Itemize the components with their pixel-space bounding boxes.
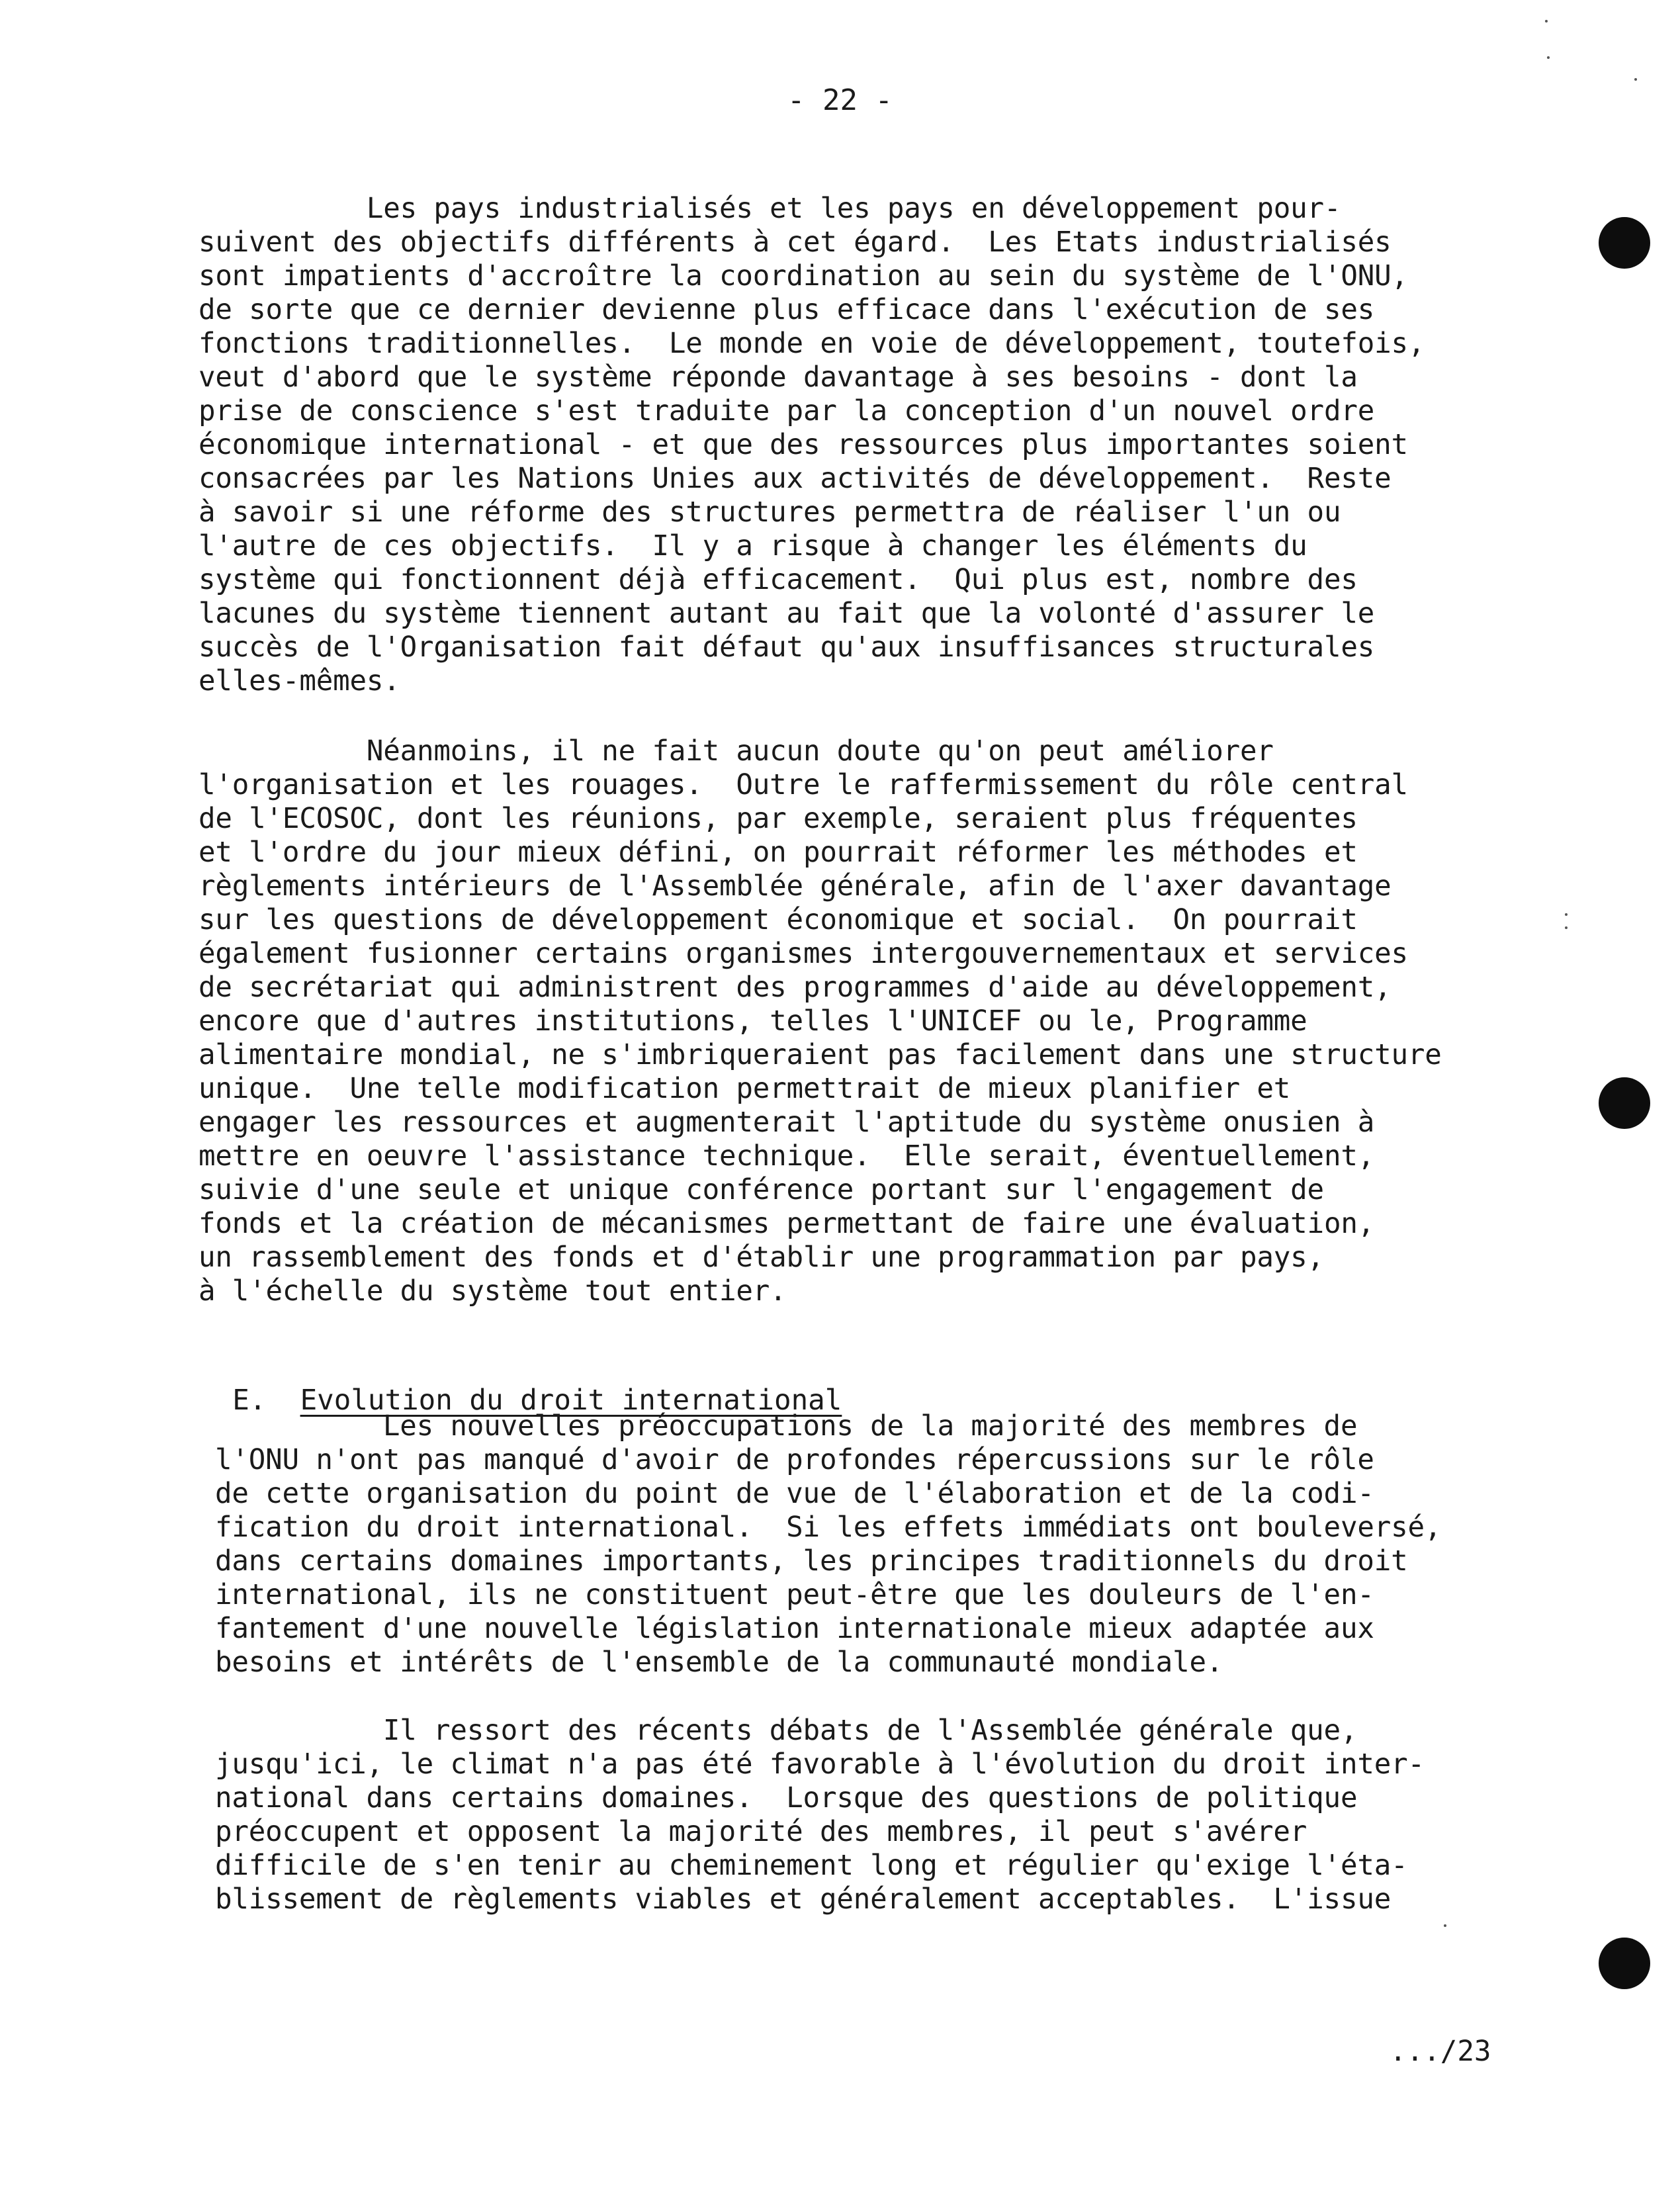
paragraph-2: Néanmoins, il ne fait aucun doute qu'on peut améliorer l'organisation et les rouages. Outre le raffermissement du rôle central de l'ECOSOC, dont les réunions, par exemple, seraient plus fréquentes et l'ordre du jour mieux défini, on pourrait réformer les méthodes et règlements intérieurs de l'Assemblée générale, afin de l'axer davantage sur les questions de développement économique et social. On pourrait également fusionner certains organismes intergouvernementaux et services de secrétariat qui administrent des programmes d'aide au développement, encore que d'autres institutions, telles l'UNICEF ou le, Programme alimentaire mondial, ne s'imbriqueraient pas facilement dans une structure unique. Une telle modification permettrait de mieux planifier et engager les ressources et augmenterait l'aptitude du système onusien à mettre en oeuvre l'assistance technique. Elle serait, éventuellement, suivie d'une seule et unique conférence portant sur l'engagement de fonds et la création de mécanismes permettant de faire une évaluation, un rassemblement des fonds et d'établir une programmation par pays, à l'échelle du système tout entier. bbox=[199, 735, 1442, 1308]
punch-hole-middle bbox=[1599, 1077, 1650, 1129]
scan-speck bbox=[1634, 78, 1637, 81]
punch-hole-top bbox=[1599, 217, 1650, 269]
continuation-marker: .../23 bbox=[1390, 2035, 1491, 2068]
scan-speck bbox=[1547, 56, 1550, 59]
scan-speck bbox=[1444, 1924, 1446, 1927]
paragraph-3: Les nouvelles préoccupations de la majorité des membres de l'ONU n'ont pas manqué d'avoir de profondes répercussions sur le rôle de cette organisation du point de vue de l'élaboration et de la codi- fication du droit international. Si les effets immédiats ont bouleversé, dans certains domaines importants, les principes traditionnels du droit international, ils ne constituent peut-être que les douleurs de l'en- fantement d'une nouvelle législation internationale mieux adaptée aux besoins et intérêts de l'ensemble de la communauté mondiale. bbox=[215, 1410, 1442, 1679]
paragraph-4: Il ressort des récents débats de l'Assemblée générale que, jusqu'ici, le climat n'a pas été favorable à l'évolution du droit inter- national dans certains domaines. Lorsque des questions de politique préoccupent et opposent la majorité des membres, il peut s'avérer difficile de s'en tenir au cheminement long et régulier qu'exige l'éta- blissement de règlements viables et généralement acceptables. L'issue bbox=[215, 1715, 1425, 1916]
paragraph-1: Les pays industrialisés et les pays en développement pour- suivent des objectifs différents à cet égard. Les Etats industrialisés sont impatients d'accroître la coordination au sein du système de l'ONU, de sorte que ce dernier devienne plus efficace dans l'exécution de ses fonctions traditionnelles. Le monde en voie de développement, toutefois, veut d'abord que le système réponde davantage à ses besoins - dont la prise de conscience s'est traduite par la conception d'un nouvel ordre économique international - et que des ressources plus importantes soient consacrées par les Nations Unies aux activités de développement. Reste à savoir si une réforme des structures permettra de réaliser l'un ou l'autre de ces objectifs. Il y a risque à changer les éléments du système qui fonctionnent déjà efficacement. Qui plus est, nombre des lacunes du système tiennent autant au fait que la volonté d'assurer le succès de l'Organisation fait défaut qu'aux insuffisances structurales elles-mêmes. bbox=[199, 193, 1425, 697]
page-number: - 22 - bbox=[787, 83, 893, 117]
scan-speck bbox=[1545, 20, 1548, 22]
section-title: Evolution du droit international bbox=[300, 1384, 842, 1417]
scan-speck bbox=[1565, 913, 1568, 916]
punch-hole-bottom bbox=[1599, 1938, 1650, 1989]
section-heading bbox=[199, 1350, 842, 1417]
section-letter: E. bbox=[232, 1384, 267, 1417]
scan-speck bbox=[1565, 926, 1568, 929]
